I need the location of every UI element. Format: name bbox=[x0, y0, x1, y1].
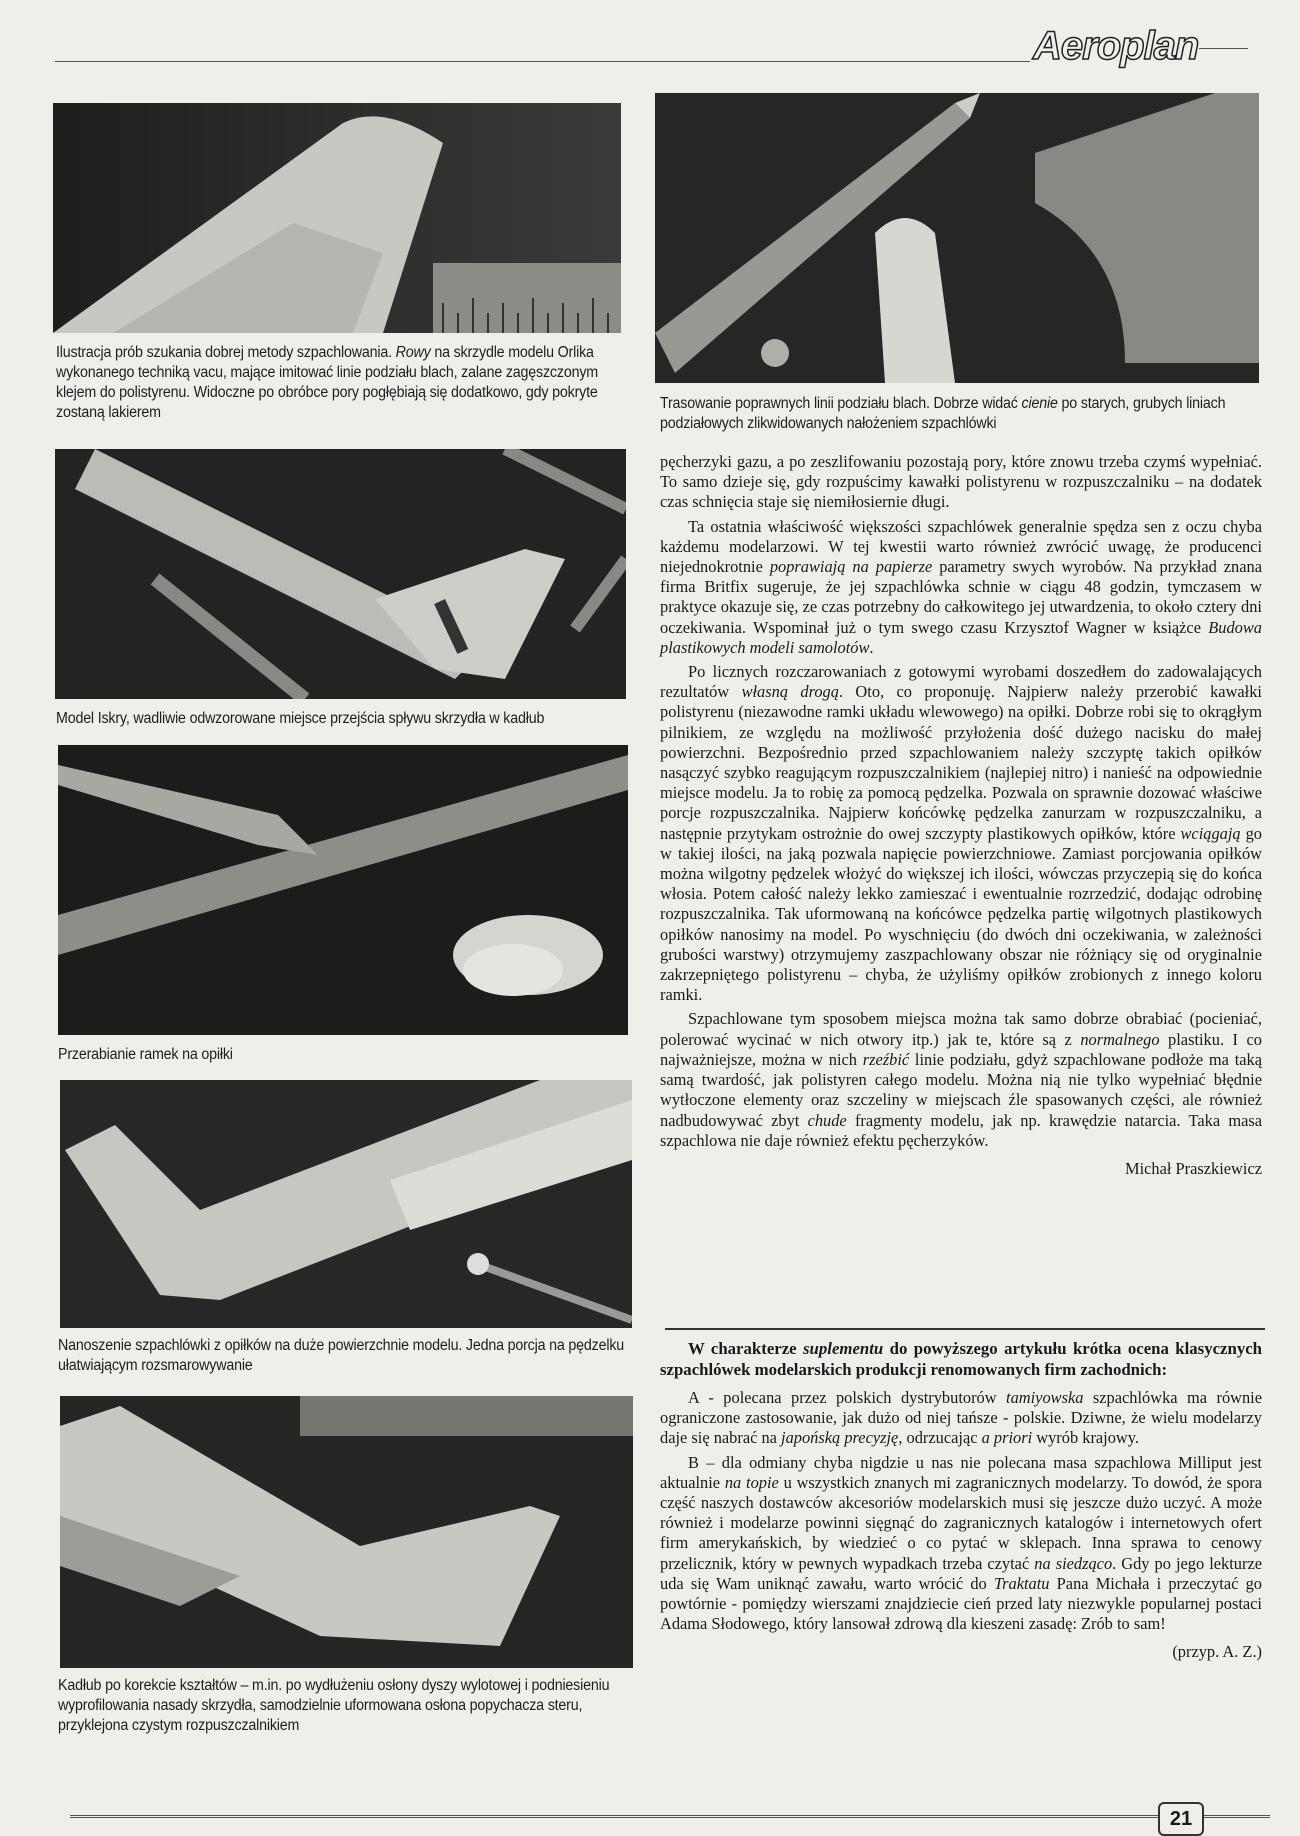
photo-applying-putty bbox=[60, 1080, 632, 1328]
footer-rule bbox=[70, 1815, 1158, 1818]
photo-corrected-fuselage bbox=[60, 1396, 633, 1668]
article-paragraph: Szpachlowane tym sposobem miejsca można tak samo dobrze obrabiać (pocieniać, polerować wycinać w nich otwory itp.) jak te, które są z normalnego plastiku. I co najważniejsze, można w nich rzeźbić linie podziału, gdyż szpachlowane podłoże ma taką samą twardość, jak polistyren całego modelu. Można nią nie tylko wypełniać błędnie wytłoczone elementy oraz szczeliny w miejscach źle spasowanych części, ale również nadbudowywać zbyt chude fragmenty modelu, jak np. krawędzie natarcia. Taka masa szpachlowa nie daje również efektu pęcherzyków. bbox=[660, 1009, 1263, 1150]
photo-iskra-model bbox=[55, 449, 626, 699]
photo-scribing bbox=[655, 93, 1259, 383]
photo-wing-ruler bbox=[53, 103, 621, 333]
caption-6: Kadłub po korekcie kształtów – m.in. po wydłużeniu osłony dyszy wylotowej i podniesieniu wyprofilowania nasady skrzydła, samodzielnie uformowana osłona popychacza steru, przyklejona czystym rozpuszczalnikiem bbox=[58, 1677, 610, 1734]
caption-4: Przerabianie ramek na opiłki bbox=[58, 1046, 233, 1063]
supplement-paragraph: B – dla odmiany chyba nigdzie u nas nie polecana masa szpachlowa Milliput jest aktualnie na topie u wszystkich znanych mi zagranicznych modelarzy. To dowód, że spora część naszych dostawców akcesoriów modelarskich musi się jeszcze dużo uczyć. A może również i modelarze powinni sięgnąć do zagranicznych katalogów i internetowych ofert firm amerykańskich, by wiedzieć o co pytać w sklepach. Inna sprawa to cenowy przelicznik, który w pewnych wypadkach trzeba czytać na siedząco. Gdy po jego lekturze uda się Wam uniknąć zawału, warto wrócić do Traktatu Pana Michała i przeczytać go powtórnie - pomiędzy wierszami znajdziecie cień przed laty niezwykle popularnej postaci Adama Słodowego, który lansował zdrową dla kieszeni zasadę: Zrób to sam! bbox=[660, 1452, 1262, 1634]
supplement-author: (przyp. A. Z.) bbox=[1172, 1642, 1262, 1662]
article-paragraph: Ta ostatnia właściwość większości szpachlówek generalnie spędza sen z oczu chyba każdemu modelarzowi. W tej kwestii warto również zwrócić uwagę, że producenci niejednokrotnie poprawiają na papierze parametry swych wyrobów. Na przykład znana firma Britfix sugeruje, że jej szpachlówka schnie w ciągu 48 godzin, tymczasem w praktyce okazuje się, ze czas potrzebny do całkowitego jej utwardzenia, to około cztery dni oczekiwania. Wspominał już o tym swego czasu Krzysztof Wagner w książce Budowa plastikowych modeli samolotów. bbox=[660, 516, 1262, 657]
supplement bbox=[660, 1338, 1262, 1663]
caption-3: Model Iskry, wadliwie odwzorowane miejsce przejścia spływu skrzydła w kadłub bbox=[56, 710, 545, 727]
supplement-rule bbox=[665, 1328, 1265, 1330]
article-body bbox=[660, 452, 1262, 1179]
article-paragraph: Po licznych rozczarowaniach z gotowymi wyrobami doszedłem do zadowalających rezultatów własną drogą. Oto, co proponuję. Najpierw należy przerobić kawałki polistyrenu (niezawodne ramki układu wlewowego) na opiłki. Dobrze robi się to okrągłym pilnikiem, ze względu na możliwość przyłożenia dość dużego nacisku do małej powierzchni. Bezpośrednio przed szpachlowaniem należy szczyptę takich opiłków nasączyć szybko reagującym rozpuszczalnikiem (najlepiej nitro) i nanieść na odpowiednie miejsce modelu. Ja to robię za pomocą pędzelka. Pozwala on sprawnie dozować właściwe porcje rozpuszczalnika. Najpierw końcówkę pędzelka zanurzam w rozpuszczalniku, a następnie przytykam ostrożnie do owej szczypty plastikowych opiłków, które wciągają go w takiej ilości, na jaką pozwala napięcie powierzchniowe. Zamiast porcjowania opiłków można wilgotny pędzelek włożyć do większej ich ilości, wówczas przyczepią się do końca włosia. Potem całość należy lekko zamieszać i ewentualnie rozrzedzić, dodając odrobinę rozpuszczalnika. Tak uformowaną na końcówce pędzelka partię wilgotnych plastikowych opiłków nanosimy na model. Po wyschnięciu (do dwóch dni oczekiwania, w zależności grubości warstwy) otrzymujemy zaszpachlowany obszar nie różniący się od oryginalnie zakrzepniętego polistyrenu – chyba, że użyliśmy opiłków zrobionych z innego koloru ramki. bbox=[660, 662, 1262, 1005]
article-author: Michał Praszkiewicz bbox=[1125, 1158, 1262, 1178]
caption-5: Nanoszenie szpachlówki z opiłków na duże powierzchnie modelu. Jedna porcja na pędzelku ułatwiającym rozsmarowywanie bbox=[58, 1337, 625, 1374]
caption-1: Ilustracja prób szukania dobrej metody szpachlowania. Rowy na skrzydle modelu Orlika wykonanego techniką vacu, mające imitować linie podziału blach, zalane zagęszczonym klejem do polistyrenu. Widoczne po obróbce pory pogłębiają się dodatkowo, gdy pokryte zostaną lakierem bbox=[56, 344, 598, 421]
magazine-logo: Aeroplan bbox=[1033, 24, 1199, 68]
article-paragraph: pęcherzyki gazu, a po zeszlifowaniu pozostają pory, które znowu trzeba czymś wypełniać. To samo dzieje się, gdy rozpuścimy kawałki polistyrenu w rozpuszczalniku – na dodatek czas schnięcia staje się niemiłosiernie długi. bbox=[660, 452, 1262, 512]
photo-file-shavings bbox=[58, 745, 628, 1035]
header-rule bbox=[55, 61, 1030, 62]
supplement-heading: W charakterze suplementu do powyższego artykułu krótka ocena klasycznych szpachlówek modelarskich produkcji renomowanych firm zachodnich: bbox=[660, 1339, 1262, 1379]
supplement-paragraph: A - polecana przez polskich dystrybutorów tamiyowska szpachlówka ma równie ograniczone zastosowanie, jak dużo od niej tańsze - polskie. Dziwne, że wielu modelarzy daje się nabrać na japońską precyzję, odrzucając a priori wyrób krajowy. bbox=[660, 1388, 1263, 1448]
footer-rule-right bbox=[1204, 1815, 1270, 1818]
page-number: 21 bbox=[1158, 1802, 1204, 1836]
caption-2: Trasowanie poprawnych linii podziału blach. Dobrze widać cienie po starych, grubych liniach podziałowych zlikwidowanych nałożeniem szpachlówki bbox=[660, 395, 1226, 432]
